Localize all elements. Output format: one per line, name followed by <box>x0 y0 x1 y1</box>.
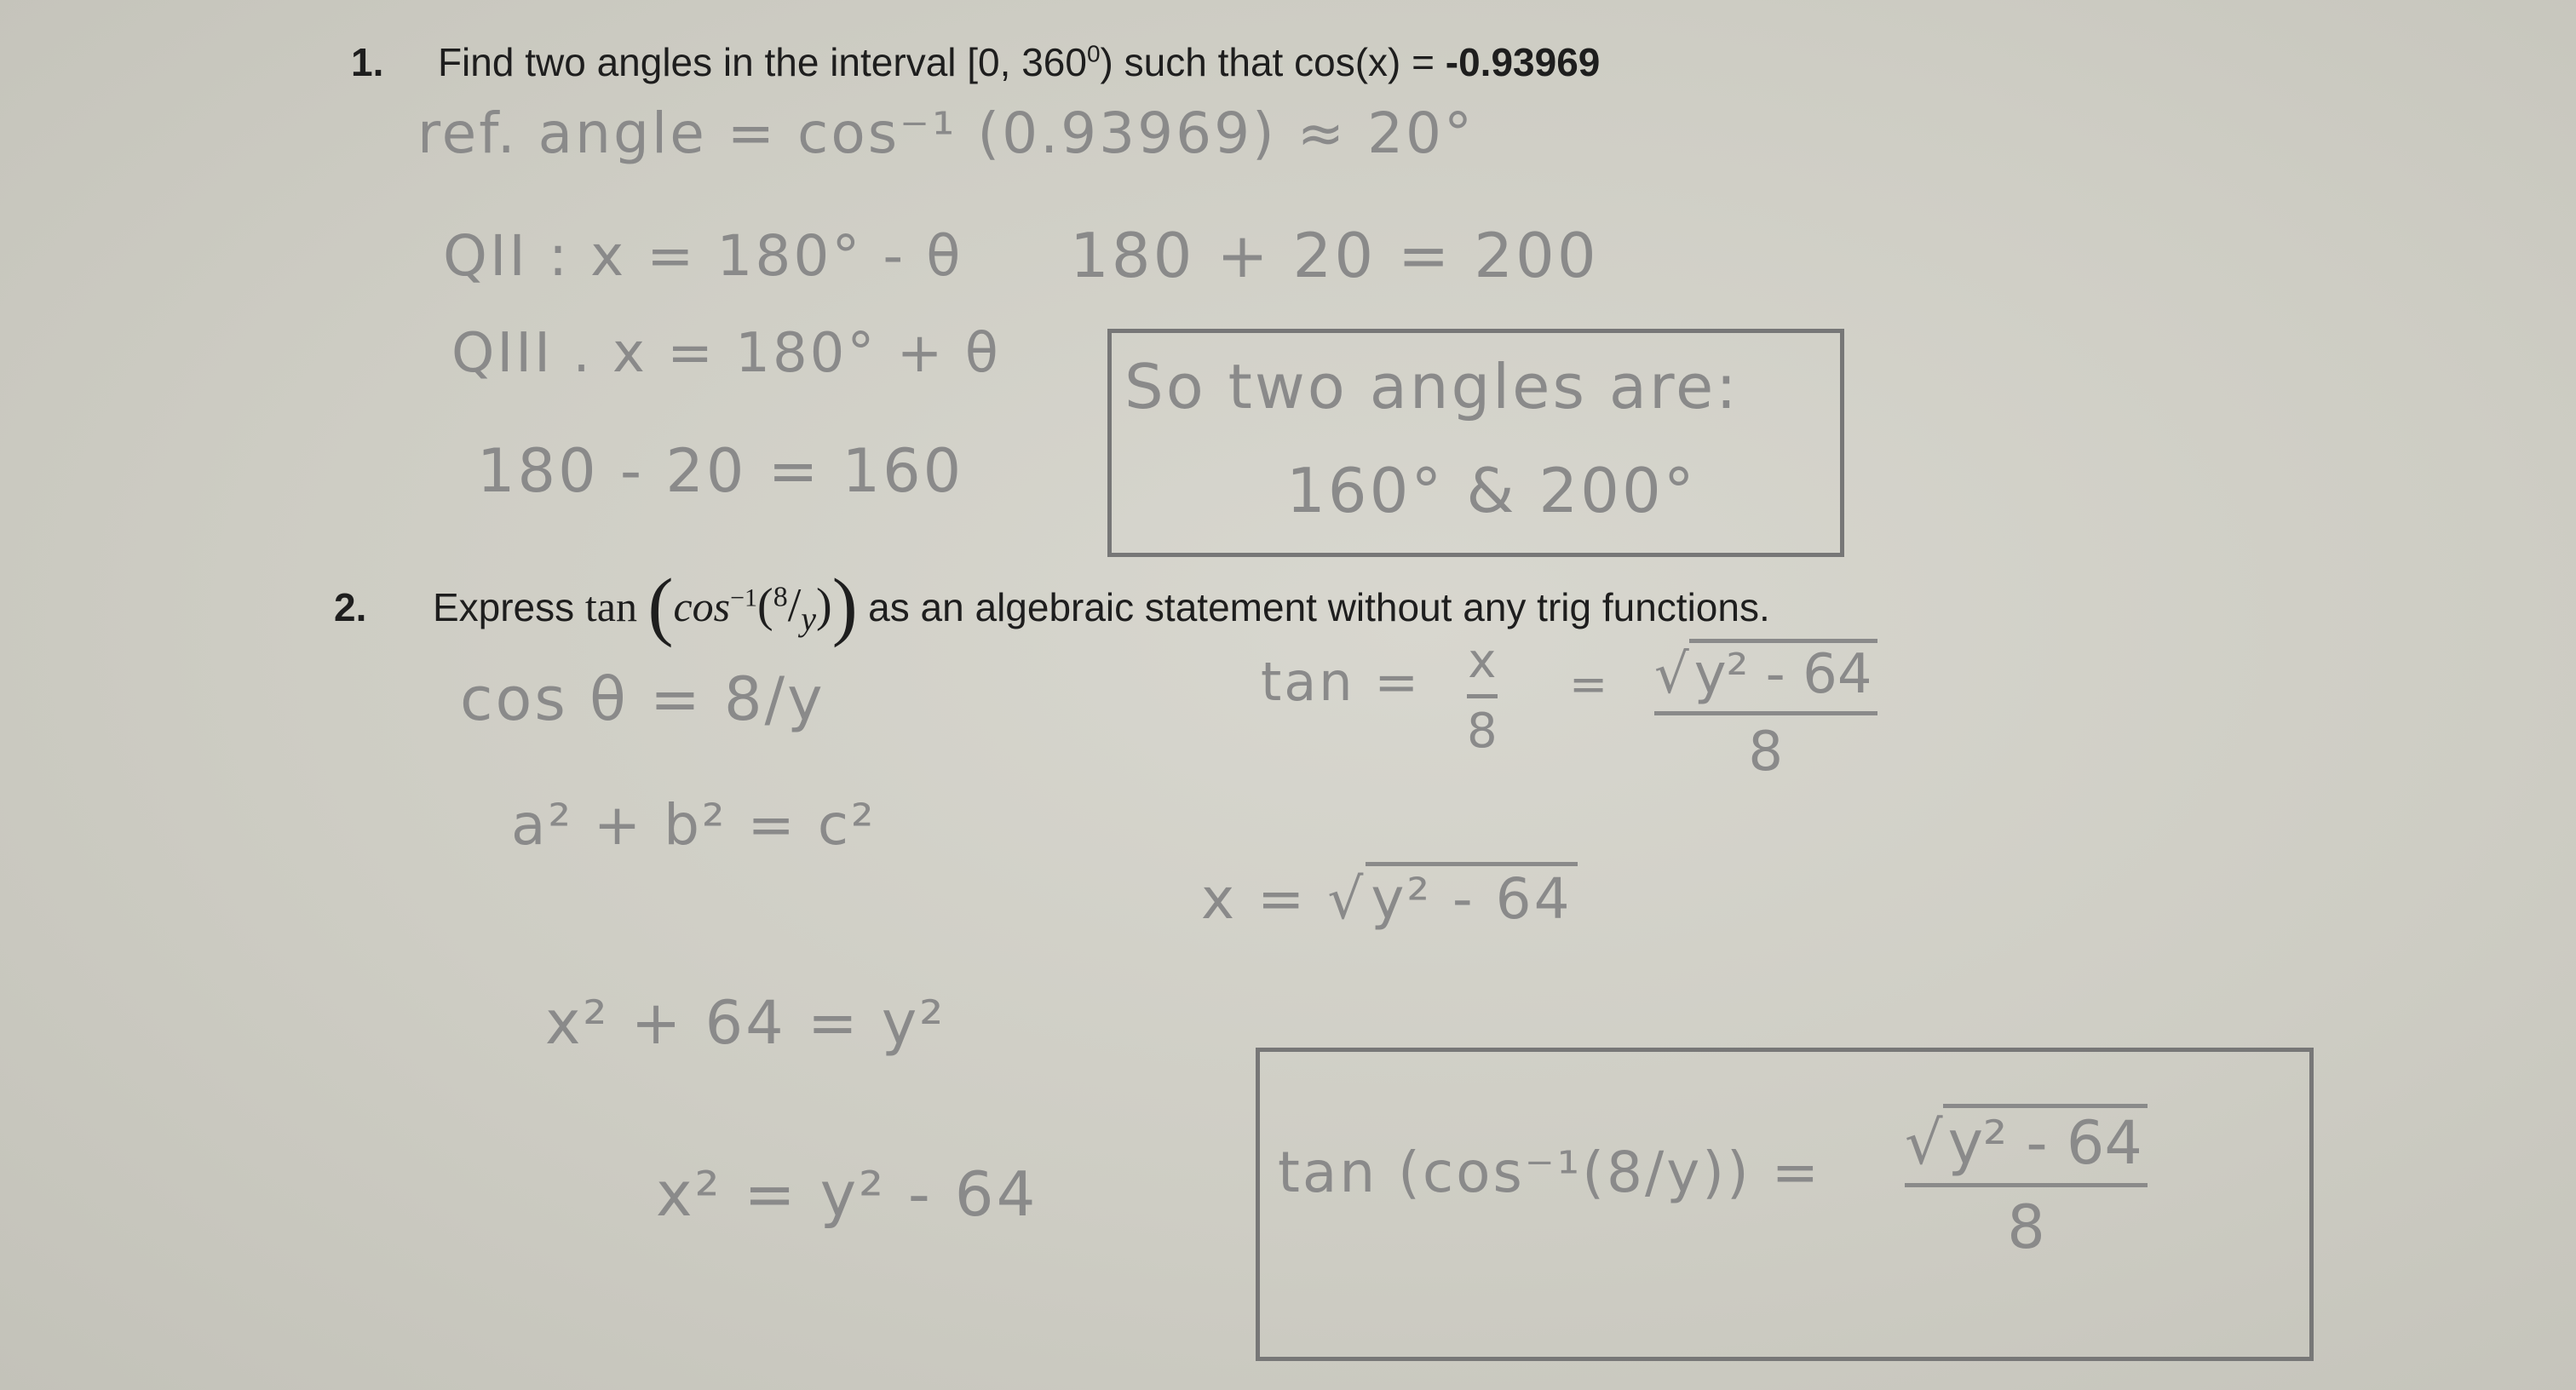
fraction-bar <box>1654 711 1877 715</box>
question-2-prompt-end: as an algebraic statement without any trig functions. <box>868 585 1770 629</box>
fraction-bar <box>1467 694 1498 698</box>
tan-prefix: tan = <box>1261 651 1422 713</box>
fraction-denominator: y <box>801 600 817 638</box>
cos-theta-line: cos θ = 8/y <box>460 664 825 734</box>
q3-formula: QIII . x = 180° + θ <box>451 322 1001 385</box>
question-1-degree: 0 <box>1086 40 1101 67</box>
x-root-radicand: y² - 64 <box>1366 862 1577 932</box>
question-1-prompt-start: Find two angles in the interval <box>437 40 968 84</box>
question-1-number: 1. <box>351 40 384 84</box>
sqrt-icon: √ <box>1654 643 1689 706</box>
question-1-interval: [0, 360 <box>967 40 1087 84</box>
sqrt-icon: √ <box>1905 1108 1943 1178</box>
answer-1-line-1: So two angles are: <box>1124 351 1739 422</box>
inverse-exponent: −1 <box>730 583 758 612</box>
question-2-prompt-start: Express <box>432 585 585 629</box>
fraction-bar <box>1905 1183 2148 1187</box>
question-1-interval-close: ) <box>1100 40 1113 84</box>
question-1-prompt-end: such that cos(x) = <box>1113 40 1446 84</box>
question-1 <box>351 39 1600 85</box>
ref-angle-line: ref. angle = cos⁻¹ (0.93969) ≈ 20° <box>417 101 1475 166</box>
tan-root-radicand: y² - 64 <box>1689 639 1877 706</box>
x-root-line <box>1201 862 1578 932</box>
x-root-prefix: x = <box>1201 866 1328 932</box>
tan-equals: = <box>1569 658 1611 711</box>
tan-frac-numerator: x <box>1468 634 1497 689</box>
pythagorean-line: a² + b² = c² <box>511 792 877 858</box>
solve-line: x² = y² - 64 <box>656 1158 1038 1230</box>
question-1-value: -0.93969 <box>1445 40 1601 84</box>
tan-label: tan <box>584 583 637 630</box>
final-denominator: 8 <box>2007 1192 2045 1262</box>
final-fraction <box>1905 1104 2148 1262</box>
answer-1-line-2: 160° & 200° <box>1286 455 1697 526</box>
final-lhs: tan (cos⁻¹(8/y)) = <box>1278 1140 1822 1205</box>
tan-fraction-x-over-8 <box>1467 634 1498 759</box>
sqrt-icon: √ <box>1327 866 1366 932</box>
fraction-numerator: 8 <box>773 581 788 613</box>
tan-frac-denominator: 8 <box>1467 704 1498 759</box>
question-2-expression: $\tan (\cos^{-1}(^8/_y))$ <box>584 564 858 648</box>
cos-label: cos <box>673 583 731 630</box>
question-2-number: 2. <box>334 585 367 629</box>
q2-formula: QII : x = 180° - θ <box>443 223 963 289</box>
q3-calculation: 180 - 20 = 160 <box>477 436 964 506</box>
final-root-radicand: y² - 64 <box>1943 1104 2148 1178</box>
q2-calculation: 180 + 20 = 200 <box>1070 220 1599 291</box>
question-2 <box>334 562 1770 650</box>
substitution-line: x² + 64 = y² <box>545 988 946 1058</box>
tan-fraction-root <box>1654 639 1877 784</box>
tan-root-denominator: 8 <box>1748 721 1784 784</box>
